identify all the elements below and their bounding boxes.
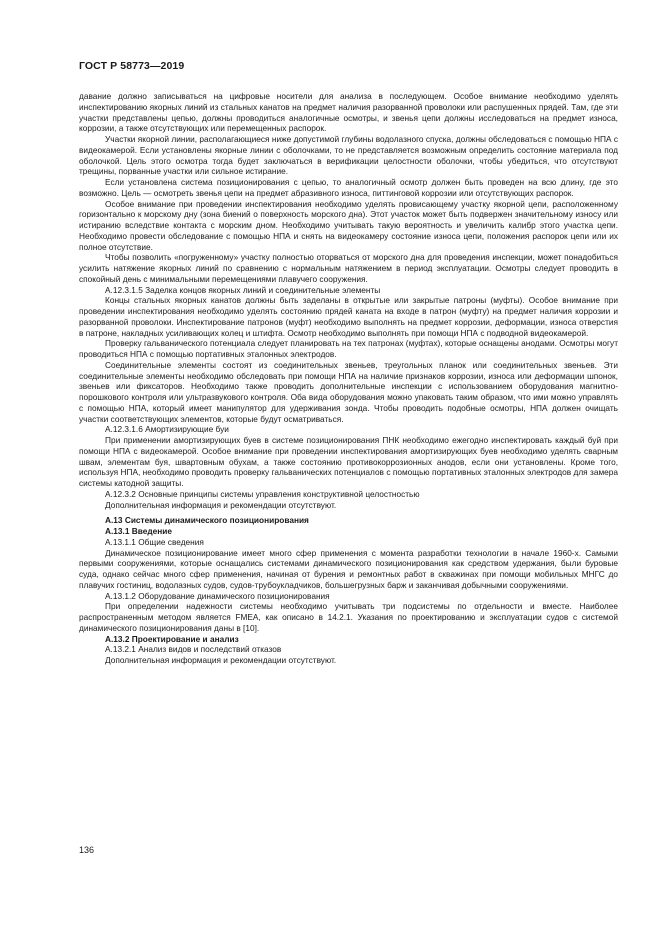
subsection-heading: A.12.3.2 Основные принципы системы управления конструктивной целостностью xyxy=(105,488,420,499)
paragraph: Проверку гальванического потенциала следует планировать на тех патронах (муфтах), которые оснащены анодами. Осмотры могут проводиться НПА с помощью портативных эталонных электродов. xyxy=(79,338,618,359)
subsection-heading: A.13.1.1 Общие сведения xyxy=(105,536,204,547)
paragraph: Дополнительная информация и рекомендации отсутствуют. xyxy=(105,499,337,510)
paragraph: Концы стальных якорных канатов должны быть заделаны в открытые или закрытые патроны (муфты). Особое внимание при проведении инспектирования необходимо уделять состоянию прядей каната на входе в патрон (муфту) на предмет наличия коррозии и разорванной проволоки. Инспектирование патронов (муфт) необходимо выполнять на предмет коррозии, деформации, износа отверстия в патроне, накладных усиливающих колец и штифта. Осмотр необходимо выполнять при помощи НПА с подводной видеокамерой. xyxy=(79,295,618,338)
paragraph: Если установлена система позиционирования с цепью, то аналогичный осмотр должен быть проведен на всю длину, где это возможно. Цель — осмотреть звенья цепи на предмет абразивного износа, питтинговой коррозии или отсутствующих распорок. xyxy=(79,177,618,198)
section-heading: A.13 Системы динамического позиционирования xyxy=(105,515,309,526)
paragraph: Динамическое позиционирование имеет много сфер применения с момента разработки технологии в начале 1960-х. Самыми первыми сооружениями, которые оснащались системами динамического позиционирования как средством удержания, были буровые суда, однако сейчас много сфер применения, начиная от бурения и ремонтных работ в скважинах при помощи мобильных МНГС до плавучих гостиниц, водолазных судов, судов-трубоукладчиков, большегрузных барж и заканчивая добычными сооружениями. xyxy=(79,547,618,590)
paragraph: Участки якорной линии, располагающиеся ниже допустимой глубины водолазного спуска, должны обследоваться с помощью НПА с видеокамерой. Если установлены якорные линии с оболочками, то не представляется возможным определить состояние материала под оболочкой. Цель этого осмотра тогда будет заключаться в верификации целостности оболочки, чтобы убедиться, что отсутствуют трещины, порванные участки или сильное истирание. xyxy=(79,134,618,177)
subsection-heading: A.12.3.1.5 Заделка концов якорных линий и соединительные элементы xyxy=(105,284,381,295)
section-heading: A.13.2 Проектирование и анализ xyxy=(105,633,239,644)
subsection-heading: A.13.2.1 Анализ видов и последствий отказов xyxy=(105,644,282,655)
paragraph: При применении амортизирующих буев в системе позиционирования ПНК необходимо ежегодно инспектировать каждый буй при помощи НПА с видеокамерой. Особое внимание при проведении инспектирования амортизирующих буев необходимо уделять сварным швам, элементам буя, швартовным обухам, а также состоянию противокоррозионных анодов, если они установлены. Кроме того, используя НПА, необходимо проводить проверку гальванических потенциалов с помощью портативных эталонных электродов для замера системы катодной защиты. xyxy=(79,435,618,488)
document-header: ГОСТ Р 58773—2019 xyxy=(79,60,185,72)
paragraph: При определении надежности системы необходимо учитывать три подсистемы по отдельности и вместе. Наиболее распространенным методом является FMEA, как описано в 14.2.1. Указания по проектированию и эксплуатации судов с системой динамического позиционирования даны в [10]. xyxy=(79,601,618,633)
paragraph: Чтобы позволить «погруженному» участку полностью оторваться от морского дна для проведения инспекции, может понадобиться усилить натяжение якорных линий по сравнению с нормальным натяжением в период эксплуатации. Осмотры следует проводить в спокойный день с минимальными перемещениями плавучего сооружения. xyxy=(79,252,618,284)
document-body xyxy=(79,91,618,666)
paragraph: давание должно записываться на цифровые носители для анализа в последующем. Особое внимание необходимо уделять инспектированию якорных линий из стальных канатов на предмет наличия разорванной проволоки или распушенных прядей. Там, где эти участки представлены цепью, должны проводиться аналогичные осмотры, и звенья цепи должны исследоваться на предмет износа, коррозии, а также отсутствующих или перемещенных распорок. xyxy=(79,91,618,134)
paragraph: Особое внимание при проведении инспектирования необходимо уделять провисающему участку якорной цепи, расположенному горизонтально к морскому дну (зона биений о поверхность морского дна). Этот участок может быть подвержен значительному износу или истиранию вследствие контакта с морским дном. Необходимо учитывать такую вероятность и увеличить калибр этого участка цепи. Необходимо провести обследование с помощью НПА и снять на видеокамеру состояние износа цепи, положения распорок цепи или их полное отсутствие. xyxy=(79,198,618,252)
page-number: 136 xyxy=(79,845,95,855)
section-heading: A.13.1 Введение xyxy=(105,526,172,536)
paragraph: Дополнительная информация и рекомендации отсутствуют. xyxy=(105,655,337,665)
paragraph: Соединительные элементы состоят из соединительных звеньев, треугольных планок или соединительных звеньев. Эти соединительные элементы необходимо обследовать при помощи НПА на наличие признаков коррозии, износа или деформации шпонок, звеньев или фиксаторов. Необходимо также проводить дополнительные инспекции с использованием оборудования магнитно-порошкового контроля или ультразвукового контроля. Оба вида оборудования можно упаковать таким образом, что ими можно управлять с помощью НПА, который имеет манипулятор для удерживания зонда. Чтобы проводить подобные осмотры, НПА должен очищать участки соответствующих элементов, которые будут осматриваться. xyxy=(79,359,618,424)
subsection-heading: A.12.3.1.6 Амортизирующие буи xyxy=(105,424,229,435)
subsection-heading: A.13.1.2 Оборудование динамического позиционирования xyxy=(105,590,330,601)
